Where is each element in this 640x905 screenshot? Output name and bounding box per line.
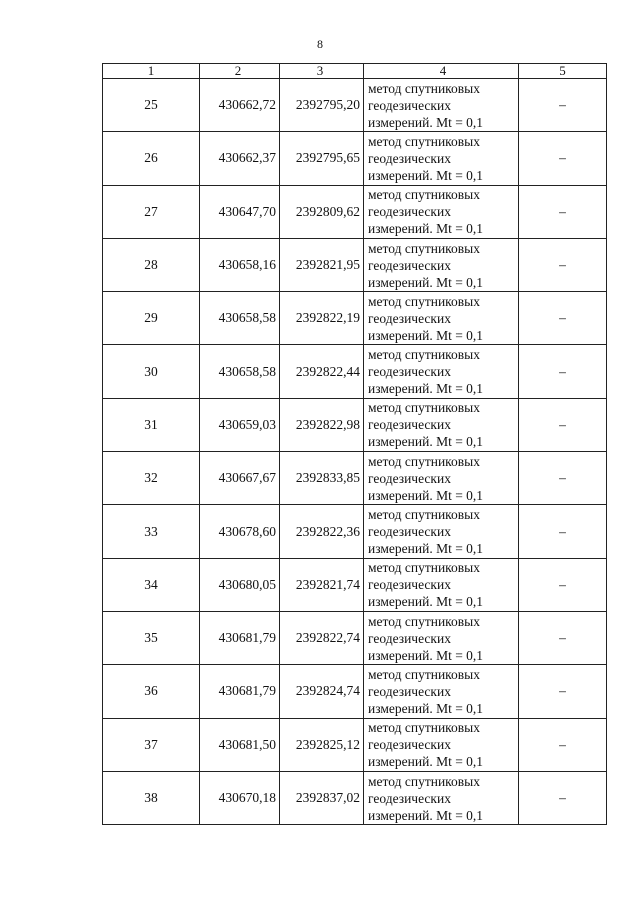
x-coordinate-cell: 430680,05 xyxy=(200,558,280,611)
y-coordinate-cell: 2392809,62 xyxy=(280,185,364,238)
method-cell xyxy=(364,132,519,185)
y-coordinate-cell: 2392822,19 xyxy=(280,292,364,345)
note-cell: – xyxy=(519,665,607,718)
method-line: метод спутниковых xyxy=(368,666,480,682)
table-row xyxy=(103,558,607,611)
y-coordinate-cell: 2392795,20 xyxy=(280,79,364,132)
method-cell xyxy=(364,505,519,558)
y-coordinate-cell: 2392825,12 xyxy=(280,718,364,771)
note-cell: – xyxy=(519,185,607,238)
note-cell: – xyxy=(519,292,607,345)
note-cell: – xyxy=(519,452,607,505)
y-coordinate-cell: 2392821,74 xyxy=(280,558,364,611)
table-header-row xyxy=(103,64,607,79)
y-coordinate-cell: 2392795,65 xyxy=(280,132,364,185)
method-line: метод спутниковых xyxy=(368,507,480,523)
method-cell xyxy=(364,611,519,664)
method-line: метод спутниковых xyxy=(368,187,480,203)
table-body xyxy=(103,79,607,825)
table-row xyxy=(103,132,607,185)
method-cell xyxy=(364,452,519,505)
method-line: геодезических xyxy=(368,204,451,220)
x-coordinate-cell: 430681,50 xyxy=(200,718,280,771)
method-line: геодезических xyxy=(368,257,451,273)
note-cell: – xyxy=(519,79,607,132)
table-row xyxy=(103,398,607,451)
method-cell xyxy=(364,558,519,611)
x-coordinate-cell: 430681,79 xyxy=(200,611,280,664)
header-col-3: 3 xyxy=(280,64,364,79)
method-line: геодезических xyxy=(368,417,451,433)
method-line: метод спутниковых xyxy=(368,720,480,736)
method-line: измерений. Mt = 0,1 xyxy=(368,381,484,397)
method-line: геодезических xyxy=(368,150,451,166)
y-coordinate-cell: 2392822,44 xyxy=(280,345,364,398)
header-col-4: 4 xyxy=(364,64,519,79)
point-number-cell: 27 xyxy=(103,185,200,238)
method-line: геодезических xyxy=(368,737,451,753)
x-coordinate-cell: 430667,67 xyxy=(200,452,280,505)
table-row xyxy=(103,452,607,505)
point-number-cell: 26 xyxy=(103,132,200,185)
method-line: геодезических xyxy=(368,790,451,806)
header-col-2: 2 xyxy=(200,64,280,79)
method-line: измерений. Mt = 0,1 xyxy=(368,167,484,183)
method-line: геодезических xyxy=(368,630,451,646)
header-col-1: 1 xyxy=(103,64,200,79)
note-cell: – xyxy=(519,132,607,185)
method-line: геодезических xyxy=(368,577,451,593)
method-line: метод спутниковых xyxy=(368,347,480,363)
method-line: геодезических xyxy=(368,310,451,326)
method-line: измерений. Mt = 0,1 xyxy=(368,754,484,770)
y-coordinate-cell: 2392822,74 xyxy=(280,611,364,664)
y-coordinate-cell: 2392833,85 xyxy=(280,452,364,505)
note-cell: – xyxy=(519,238,607,291)
table-row xyxy=(103,718,607,771)
method-line: метод спутниковых xyxy=(368,560,480,576)
table-row xyxy=(103,345,607,398)
note-cell: – xyxy=(519,718,607,771)
x-coordinate-cell: 430647,70 xyxy=(200,185,280,238)
method-line: измерений. Mt = 0,1 xyxy=(368,274,484,290)
x-coordinate-cell: 430659,03 xyxy=(200,398,280,451)
method-line: измерений. Mt = 0,1 xyxy=(368,221,484,237)
table-row xyxy=(103,771,607,824)
y-coordinate-cell: 2392822,36 xyxy=(280,505,364,558)
method-line: геодезических xyxy=(368,470,451,486)
x-coordinate-cell: 430662,37 xyxy=(200,132,280,185)
note-cell: – xyxy=(519,398,607,451)
method-cell xyxy=(364,238,519,291)
method-cell xyxy=(364,398,519,451)
point-number-cell: 25 xyxy=(103,79,200,132)
method-line: измерений. Mt = 0,1 xyxy=(368,647,484,663)
method-line: измерений. Mt = 0,1 xyxy=(368,114,484,130)
y-coordinate-cell: 2392824,74 xyxy=(280,665,364,718)
method-cell xyxy=(364,292,519,345)
method-line: измерений. Mt = 0,1 xyxy=(368,487,484,503)
page-number: 8 xyxy=(317,37,323,51)
method-line: метод спутниковых xyxy=(368,773,480,789)
x-coordinate-cell: 430670,18 xyxy=(200,771,280,824)
method-cell xyxy=(364,665,519,718)
method-line: метод спутниковых xyxy=(368,80,480,96)
method-line: метод спутниковых xyxy=(368,613,480,629)
point-number-cell: 37 xyxy=(103,718,200,771)
method-line: измерений. Mt = 0,1 xyxy=(368,807,484,823)
method-line: измерений. Mt = 0,1 xyxy=(368,327,484,343)
x-coordinate-cell: 430658,58 xyxy=(200,345,280,398)
method-line: измерений. Mt = 0,1 xyxy=(368,594,484,610)
table-row xyxy=(103,185,607,238)
note-cell: – xyxy=(519,611,607,664)
x-coordinate-cell: 430658,16 xyxy=(200,238,280,291)
y-coordinate-cell: 2392837,02 xyxy=(280,771,364,824)
method-line: метод спутниковых xyxy=(368,400,480,416)
coordinates-table xyxy=(102,63,607,825)
method-line: геодезических xyxy=(368,97,451,113)
note-cell: – xyxy=(519,558,607,611)
point-number-cell: 32 xyxy=(103,452,200,505)
method-line: метод спутниковых xyxy=(368,240,480,256)
table-row xyxy=(103,292,607,345)
note-cell: – xyxy=(519,771,607,824)
method-line: измерений. Mt = 0,1 xyxy=(368,541,484,557)
point-number-cell: 35 xyxy=(103,611,200,664)
method-cell xyxy=(364,771,519,824)
note-cell: – xyxy=(519,505,607,558)
method-cell xyxy=(364,79,519,132)
point-number-cell: 33 xyxy=(103,505,200,558)
header-col-5: 5 xyxy=(519,64,607,79)
method-cell xyxy=(364,718,519,771)
method-line: геодезических xyxy=(368,524,451,540)
point-number-cell: 31 xyxy=(103,398,200,451)
point-number-cell: 30 xyxy=(103,345,200,398)
x-coordinate-cell: 430658,58 xyxy=(200,292,280,345)
table-row xyxy=(103,611,607,664)
point-number-cell: 38 xyxy=(103,771,200,824)
point-number-cell: 36 xyxy=(103,665,200,718)
table-row xyxy=(103,238,607,291)
y-coordinate-cell: 2392822,98 xyxy=(280,398,364,451)
point-number-cell: 34 xyxy=(103,558,200,611)
method-cell xyxy=(364,185,519,238)
table-row xyxy=(103,505,607,558)
x-coordinate-cell: 430662,72 xyxy=(200,79,280,132)
x-coordinate-cell: 430678,60 xyxy=(200,505,280,558)
method-line: метод спутниковых xyxy=(368,293,480,309)
method-line: измерений. Mt = 0,1 xyxy=(368,434,484,450)
method-line: метод спутниковых xyxy=(368,133,480,149)
method-line: измерений. Mt = 0,1 xyxy=(368,700,484,716)
table-row xyxy=(103,665,607,718)
x-coordinate-cell: 430681,79 xyxy=(200,665,280,718)
y-coordinate-cell: 2392821,95 xyxy=(280,238,364,291)
table-row xyxy=(103,79,607,132)
point-number-cell: 28 xyxy=(103,238,200,291)
point-number-cell: 29 xyxy=(103,292,200,345)
method-line: метод спутниковых xyxy=(368,453,480,469)
method-line: геодезических xyxy=(368,364,451,380)
method-line: геодезических xyxy=(368,683,451,699)
method-cell xyxy=(364,345,519,398)
note-cell: – xyxy=(519,345,607,398)
